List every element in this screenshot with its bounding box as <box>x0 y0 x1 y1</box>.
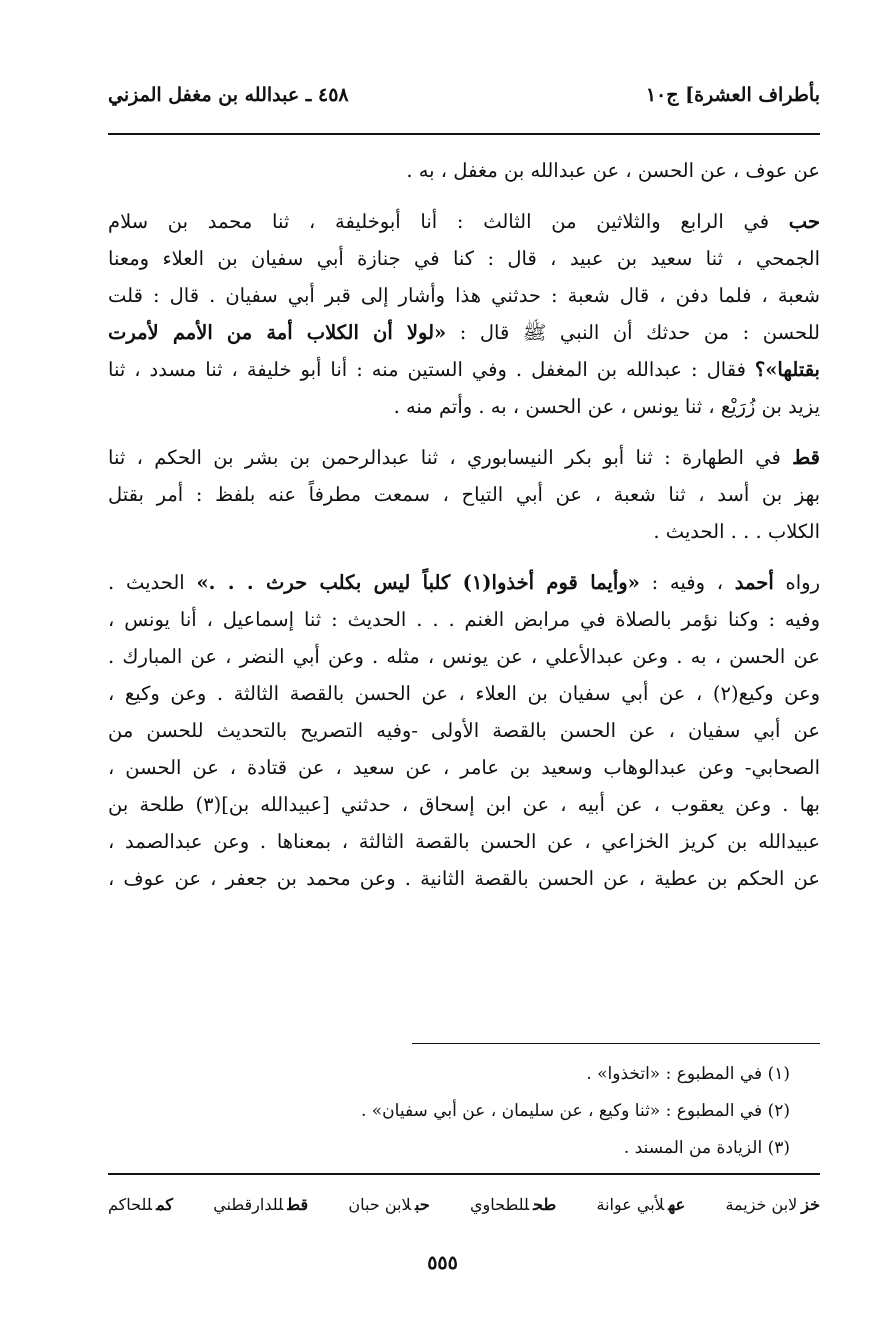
abbreviation-item <box>470 1195 556 1214</box>
text-line <box>108 638 820 675</box>
text-line <box>108 601 820 638</box>
text-line <box>108 203 820 240</box>
text-line <box>108 749 820 786</box>
abbreviation-code: كم <box>156 1194 173 1214</box>
footnote-3: (٣) الزيادة من المسند . <box>623 1138 790 1158</box>
text-run: وعن وكيع(٢) ، عن أبي سفيان بن العلاء ، عن الحسن بالقصة الثالثة . وعن وكيع ، <box>108 682 821 705</box>
text-line <box>108 712 820 749</box>
text-run: الجمحي ، ثنا سعيد بن عبيد ، قال : كنا في جنازة أبي سفيان بن العلاء ومعنا <box>108 247 820 270</box>
footnote-1: (١) في المطبوع : «اتخذوا» . <box>586 1064 790 1084</box>
header-volume-title: بأطراف العشرة] ج١٠ <box>645 84 820 106</box>
text-line <box>108 152 820 189</box>
paragraph-gap <box>108 189 820 203</box>
text-line <box>108 439 820 476</box>
paragraph-gap <box>108 550 820 564</box>
text-line <box>108 513 820 550</box>
abbreviation-name: للدارقطني <box>213 1194 284 1214</box>
abbreviation-name: لابن حبان <box>348 1194 411 1214</box>
bold-text: بقتلها»؟ <box>754 358 820 381</box>
abbreviation-code: عه <box>668 1194 686 1214</box>
abbreviation-name: للطحاوي <box>470 1194 530 1214</box>
running-header <box>108 84 820 118</box>
header-rule <box>108 133 820 135</box>
text-line <box>108 564 820 601</box>
bold-text: أحمد <box>734 571 774 594</box>
abbreviation-name: لابن خزيمة <box>725 1194 798 1214</box>
abbreviation-name: لأبي عوانة <box>596 1194 665 1214</box>
text-run: عن الحكم بن عطية ، عن الحسن بالقصة الثانية . وعن محمد بن جعفر ، عن عوف ، <box>108 867 820 890</box>
text-line <box>108 476 820 513</box>
text-run: عن أبي سفيان ، عن الحسن بالقصة الأولى -وفيه التصريح بالتحديث للحسن من <box>108 719 820 742</box>
abbreviations-rule <box>108 1173 820 1175</box>
header-hadith-title: ٤٥٨ ـ عبدالله بن مغفل المزني <box>108 84 349 106</box>
text-line <box>108 277 820 314</box>
text-line <box>108 314 820 351</box>
text-run: وفيه : وكنا نؤمر بالصلاة في مرابض الغنم . . . الحديث : ثنا إسماعيل ، أنا يونس ، <box>108 608 820 631</box>
text-run: الحديث . <box>108 571 197 594</box>
text-line <box>108 860 820 897</box>
text-run: فقال : عبدالله بن المغفل . وفي الستين منه : أنا أبو خليفة ، ثنا مسدد ، ثنا <box>108 358 755 381</box>
text-run: رواه <box>773 571 820 594</box>
main-text <box>108 152 820 897</box>
abbreviations-legend <box>108 1186 820 1222</box>
abbreviation-name: للحاكم <box>108 1194 153 1214</box>
abbreviation-code: طح <box>533 1194 557 1214</box>
footnote-2: (٢) في المطبوع : «ثنا وكيع ، عن سليمان ، عن أبي سفيان» . <box>360 1101 790 1121</box>
text-run: في الطهارة : ثنا أبو بكر النيسابوري ، ثنا عبدالرحمن بن بشر بن الحكم ، ثنا <box>108 446 793 469</box>
text-line <box>108 786 820 823</box>
footnote-separator <box>412 1043 820 1044</box>
abbreviation-code: خز <box>801 1194 820 1214</box>
text-run: ، وفيه : <box>639 571 735 594</box>
paragraph-gap <box>108 425 820 439</box>
abbreviation-code: حب <box>415 1194 430 1214</box>
text-line <box>108 388 820 425</box>
text-run: يزيد بن زُرَيْع ، ثنا يونس ، عن الحسن ، به . وأتم منه . <box>393 395 820 418</box>
text-line <box>108 823 820 860</box>
text-run: بهز بن أسد ، ثنا شعبة ، عن أبي التياح ، سمعت مطرفاً عنه بلفظ : أمر بقتل <box>108 483 820 506</box>
bold-text: «وأيما قوم أخذوا(١) كلباً ليس بكلب حرث . . .» <box>196 571 640 594</box>
text-line <box>108 351 820 388</box>
text-run: شعبة ، فلما دفن ، قال شعبة : حدثني هذا وأشار إلى قبر أبي سفيان . قال : قلت <box>108 284 820 307</box>
abbreviation-item <box>108 1195 173 1214</box>
text-run: في الرابع والثلاثين من الثالث : أنا أبوخليفة ، ثنا محمد بن سلام <box>108 210 789 233</box>
text-run: عن الحسن ، به . وعن عبدالأعلي ، عن يونس ، مثله . وعن أبي النضر ، عن المبارك . <box>108 645 820 668</box>
abbreviation-item <box>597 1195 686 1214</box>
bold-text: «لولا أن الكلاب أمة من الأمم لأمرت <box>108 321 447 344</box>
text-run: عبيدالله بن كريز الخزاعي ، عن الحسن بالقصة الثالثة ، بمعناها . وعن عبدالصمد ، <box>108 830 820 853</box>
abbreviation-item <box>725 1195 820 1214</box>
footnotes <box>300 1056 790 1167</box>
abbreviation-item <box>348 1195 429 1214</box>
bold-text: حب <box>788 210 820 233</box>
text-run: عن عوف ، عن الحسن ، عن عبدالله بن مغفل ، به . <box>406 159 820 182</box>
abbreviation-code: قط <box>287 1194 309 1214</box>
abbreviation-item <box>213 1195 308 1214</box>
text-run: الصحابي- وعن عبدالوهاب وسعيد بن عامر ، عن سعيد ، عن قتادة ، عن الحسن ، <box>108 756 820 779</box>
text-run: بها . وعن يعقوب ، عن أبيه ، عن ابن إسحاق ، حدثني [عبيدالله بن](٣) طلحة بن <box>108 793 820 816</box>
text-line <box>108 675 820 712</box>
text-run: للحسن : من حدثك أن النبي ﷺ قال : <box>446 321 820 344</box>
bold-text: قط <box>792 446 820 469</box>
text-run: الكلاب . . . الحديث . <box>653 520 820 543</box>
page-number: ٥٥٥ <box>427 1252 458 1274</box>
text-line <box>108 240 820 277</box>
